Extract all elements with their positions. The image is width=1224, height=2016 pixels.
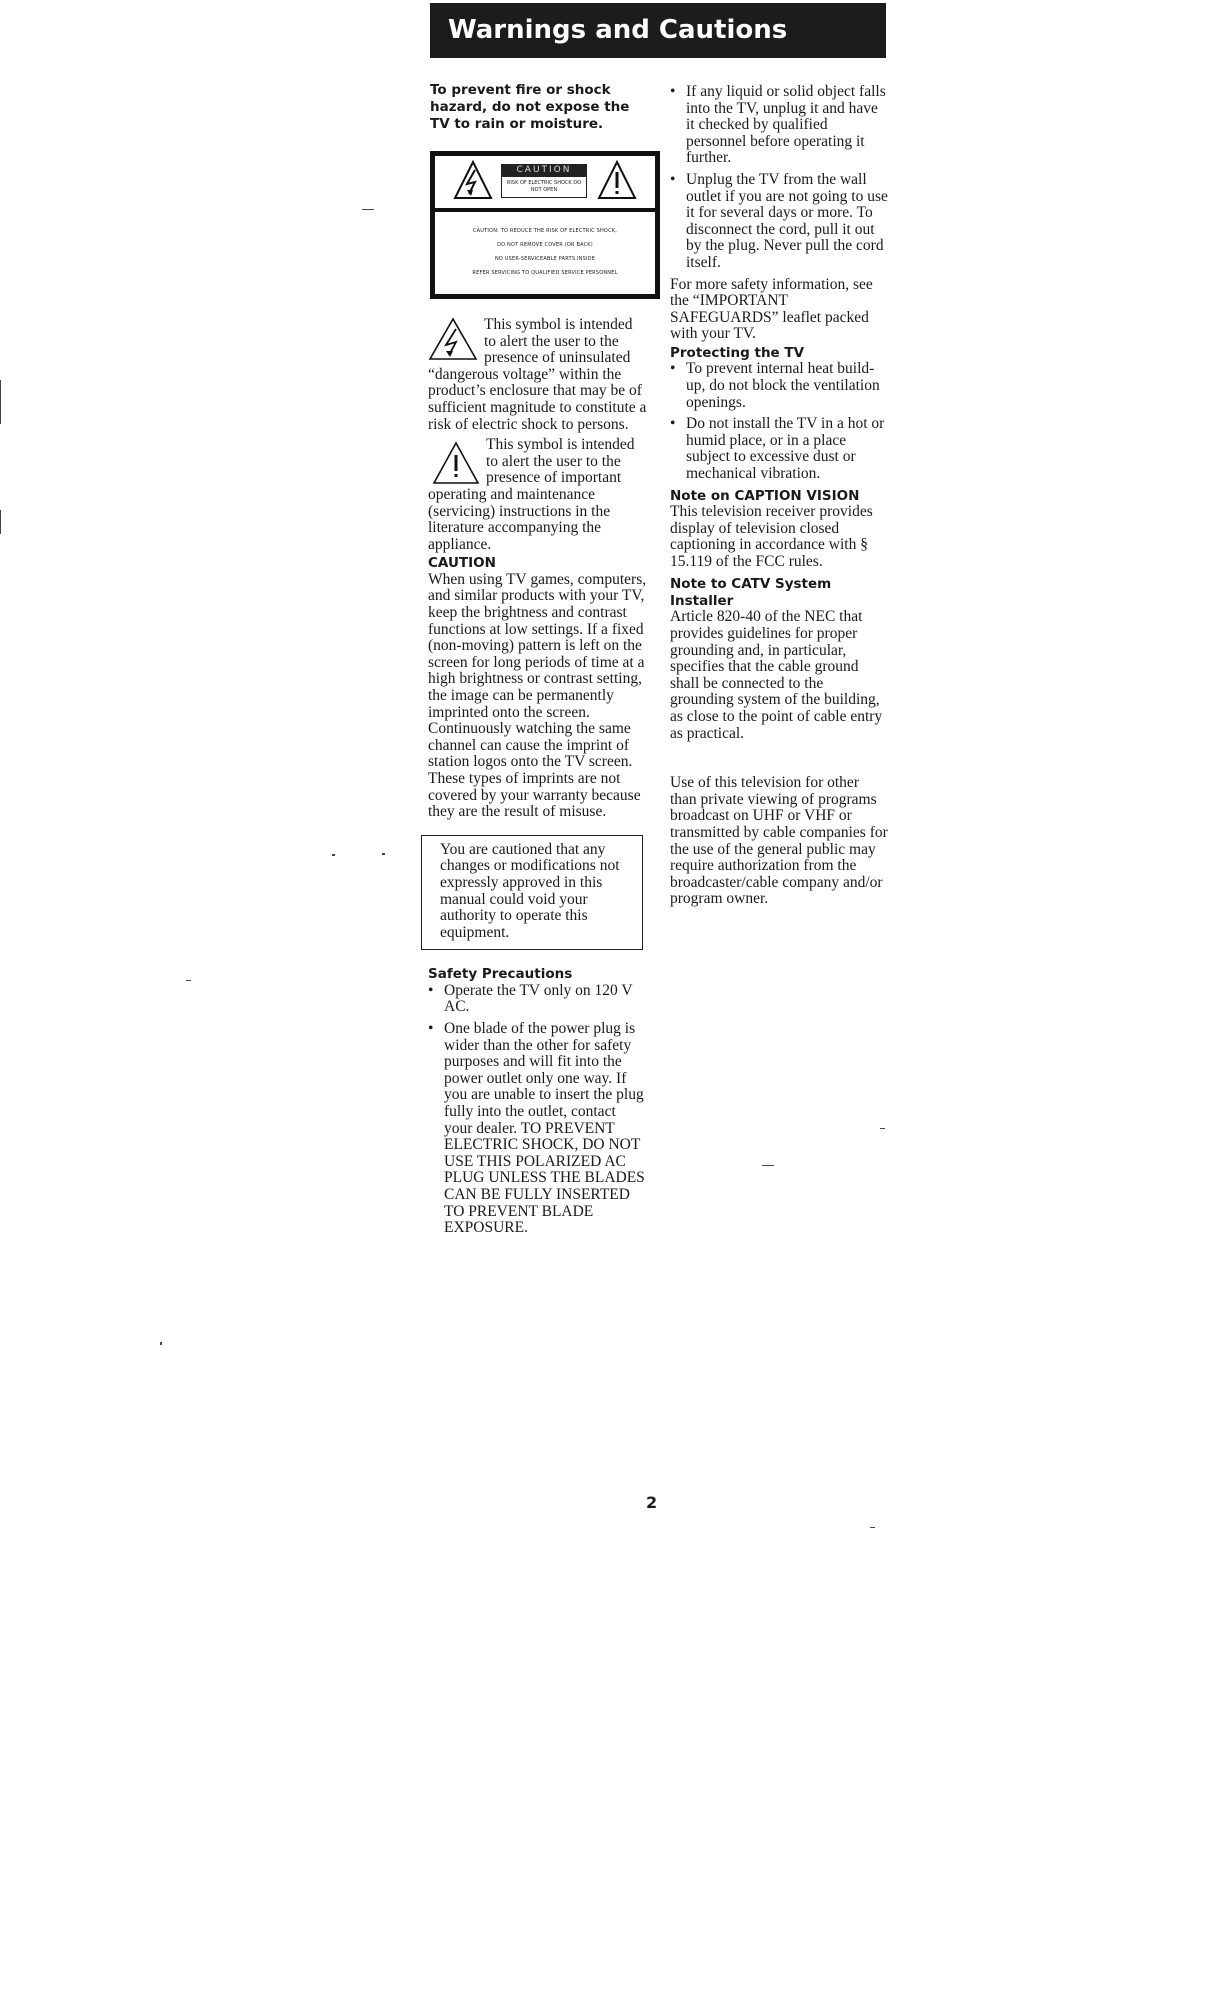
right-column (670, 84, 888, 908)
electric-shock-symbol-icon (428, 317, 478, 361)
caution-text: When using TV games, computers, and similar products with your TV, keep the brightness and contrast functions at low settings. If a fixed (non-moving) pattern is left on the screen for long periods of time at a high brightness or contrast setting, the image can be permanently imprinted onto the screen. Continuously watching the same channel can cause the imprint of station logos onto the TV screen. These types of imprints are not covered by your warranty because they are the result of misuse. (428, 570, 647, 821)
modification-warning-text: You are cautioned that any changes or modifications not expressly approved in this manual could void your authority to operate this equipment. (440, 840, 620, 941)
unplug-list (670, 84, 888, 272)
catv-heading: Note to CATV System Installer (670, 576, 832, 609)
voltage-symbol-text: This symbol is intended to alert the user to the presence of uninsulated “dangerous voltage” within the product’s enclosure that may be of sufficient magnitude to constitute a risk of electric shock to persons. (428, 316, 647, 433)
left-column (428, 82, 648, 1242)
page-title: Warnings and Cautions (430, 3, 886, 58)
scan-speck (880, 1128, 885, 1129)
caution-label (430, 151, 660, 299)
page-number: 2 (646, 1493, 658, 1512)
list-item: • One blade of the power plug is wider than the other for safety purposes and will fit into the power outlet only one way. If you are unable to insert the plug fully into the outlet, contact your dealer. TO PREVENT ELECTRIC SHOCK, DO NOT USE THIS POLARIZED AC PLUG UNLESS THE BLADES CAN BE FULLY INSERTED TO PREVENT BLADE EXPOSURE. (428, 1021, 648, 1237)
caution-label-risk: RISK OF ELECTRIC SHOCK DO NOT OPEN (501, 176, 587, 198)
caption-heading: Note on CAPTION VISION (670, 487, 860, 504)
spacer (670, 742, 888, 775)
authorization-text: Use of this television for other than private viewing of programs broadcast on UHF or VHF or transmitted by cable companies for the use of the general public may require authorization from the broadcaster/cable company and/or program owner. (670, 774, 888, 908)
fire-shock-warning: To prevent fire or shock hazard, do not expose the TV to rain or moisture. (430, 82, 630, 132)
list-item: • If any liquid or solid object falls into the TV, unplug it and have it checked by qualified personnel before operating it further. (670, 84, 888, 167)
scan-speck (160, 1342, 162, 1345)
list-item: • Unplug the TV from the wall outlet if you are not going to use it for several days or more. To disconnect the cord, pull it out by the plug. Never pull the cord itself. (670, 172, 888, 272)
protect-heading: Protecting the TV (670, 344, 805, 361)
exclamation-warning-icon (597, 160, 637, 200)
scan-speck (362, 209, 374, 210)
more-info-text: For more safety information, see the “IMPORTANT SAFEGUARDS” leaflet packed with your TV. (670, 275, 873, 343)
scan-speck (332, 854, 335, 856)
scan-speck (0, 380, 1, 424)
safety-heading: Safety Precautions (428, 966, 573, 983)
caution-label-line: CAUTION: TO REDUCE THE RISK OF ELECTRIC SHOCK, (472, 228, 618, 234)
voltage-symbol-explanation (428, 317, 648, 433)
caption-text: This television receiver provides display of television closed captioning in accordance with § 15.119 of the FCC rules. (670, 503, 873, 570)
caution-heading: CAUTION (428, 555, 496, 572)
list-item: • To prevent internal heat build-up, do not block the ventilation openings. (670, 361, 888, 411)
scan-speck (186, 980, 191, 981)
scan-speck (382, 853, 385, 855)
scan-speck (762, 1165, 774, 1166)
list-item: • Operate the TV only on 120 V AC. (428, 983, 648, 1016)
caution-label-line: NO USER-SERVICEABLE PARTS INSIDE (494, 256, 596, 262)
catv-text: Article 820-40 of the NEC that provides guidelines for proper grounding and, in particular, specifies that the cable ground shall be connected to the grounding system of the building, as close to the point of cable entry as practical. (670, 608, 883, 742)
instruction-symbol-text: This symbol is intended to alert the user to the presence of important operating and maintenance (servicing) instructions in the literature accompanying the appliance. (428, 436, 635, 553)
electric-shock-warning-icon (453, 160, 493, 200)
exclamation-symbol-icon (432, 441, 480, 485)
caution-label-line: REFER SERVICING TO QUALIFIED SERVICE PERSONNEL (472, 270, 618, 276)
list-item: • Do not install the TV in a hot or humid place, or in a place subject to excessive dust or mechanical vibration. (670, 416, 888, 482)
caution-label-lines (435, 224, 655, 280)
caution-label-title: CAUTION (501, 164, 587, 176)
modification-warning-box (421, 835, 643, 951)
protect-list (670, 361, 888, 482)
caution-label-top (435, 156, 655, 212)
caution-label-line: DO NOT REMOVE COVER (OR BACK) (497, 242, 593, 248)
scan-speck (0, 510, 1, 534)
safety-list (428, 983, 648, 1237)
scan-speck (870, 1527, 875, 1528)
instruction-symbol-explanation (428, 437, 648, 553)
